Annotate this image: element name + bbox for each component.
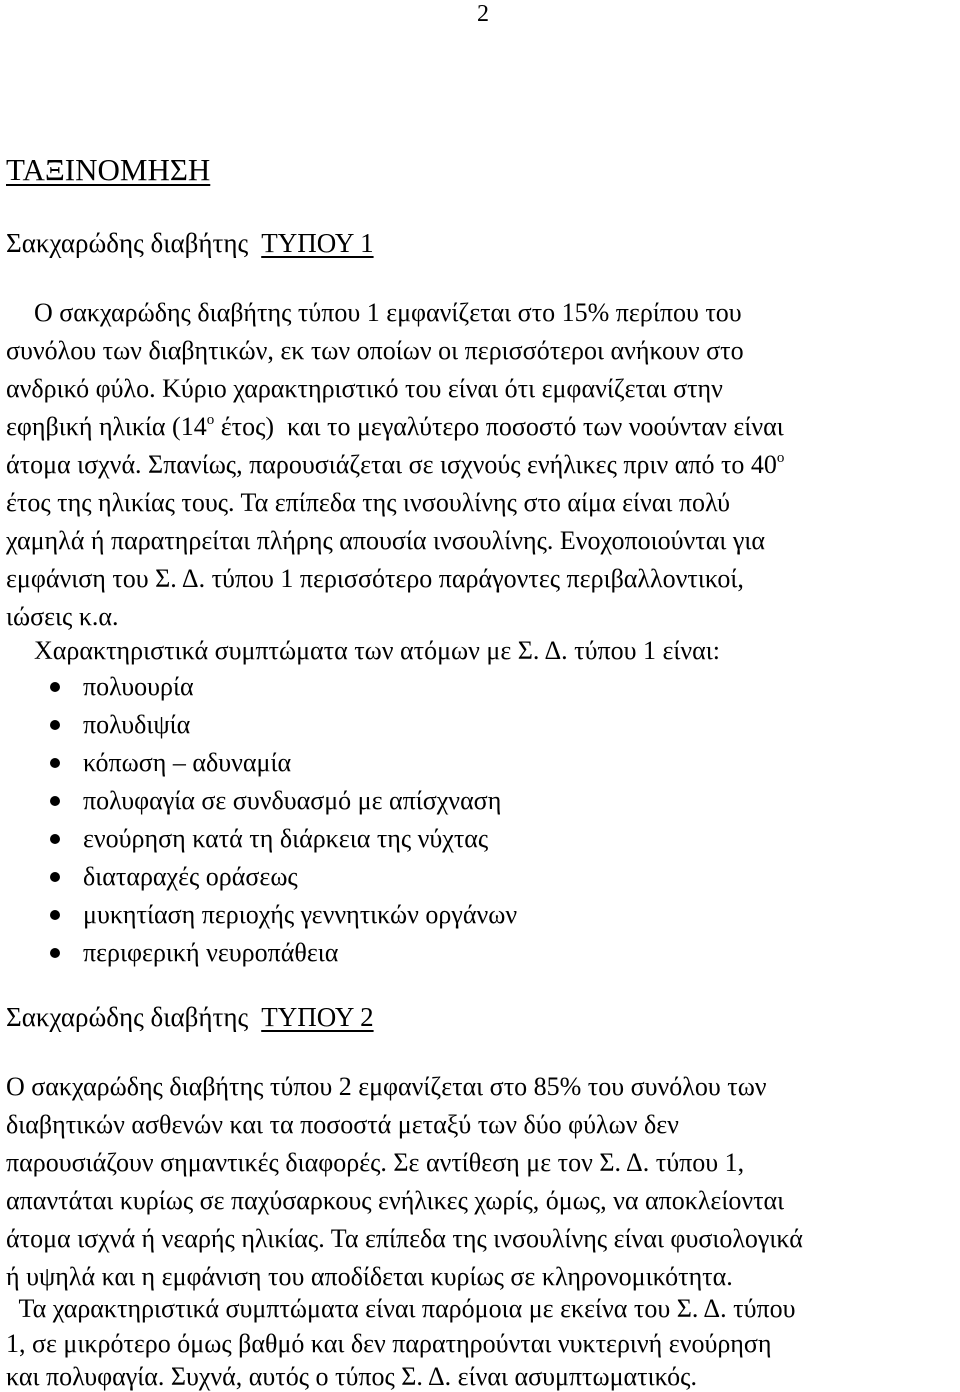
paragraph-line: παρουσιάζουν σημαντικές διαφορές. Σε αντίθεση με τον Σ. Δ. τύπου 1, (6, 1148, 745, 1177)
paragraph-line: Τα χαρακτηριστικά συμπτώματα είναι παρόμοια με εκείνα του Σ. Δ. τύπου (6, 1294, 796, 1323)
bullet-icon (50, 796, 60, 806)
text-span: άτομα ισχνά. Σπανίως, παρουσιάζεται σε ισχνούς ενήλικες πριν από το 40 (6, 450, 777, 479)
symptoms-intro: Χαρακτηριστικά συμπτώματα των ατόμων με Σ. Δ. τύπου 1 είναι: (34, 636, 721, 665)
paragraph-line: ιώσεις κ.α. (6, 602, 119, 631)
paragraph-line (6, 414, 784, 440)
list-item-label: πολυουρία (83, 672, 194, 701)
bullet-icon (50, 758, 60, 768)
text-span: έτος) και το μεγαλύτερο ποσοστό των νοούνταν είναι (214, 412, 784, 441)
paragraph-line: 1, σε μικρότερο όμως βαθμό και δεν παρατηρούνται νυκτερινή ενούρηση (6, 1329, 772, 1358)
paragraph-line: απαντάται κυρίως σε παχύσαρκους ενήλικες χωρίς, όμως, να αποκλείονται (6, 1186, 785, 1215)
text-span: εφηβική ηλικία (14 (6, 412, 207, 441)
list-item-label: μυκητίαση περιοχής γεννητικών οργάνων (83, 900, 518, 929)
bullet-icon (50, 872, 60, 882)
paragraph-line: Ο σακχαρώδης διαβήτης τύπου 2 εμφανίζεται στο 85% του συνόλου των (6, 1072, 767, 1101)
paragraph-line: χαμηλά ή παρατηρείται πλήρης απουσία ινσουλίνης. Ενοχοποιούνται για (6, 526, 765, 555)
paragraph-line: ή υψηλά και η εμφάνιση του αποδίδεται κυρίως σε κληρονομικότητα. (6, 1262, 733, 1291)
paragraph-line: συνόλου των διαβητικών, εκ των οποίων οι περισσότεροι ανήκουν στο (6, 336, 744, 365)
bullet-icon (50, 834, 60, 844)
paragraph-line: Ο σακχαρώδης διαβήτης τύπου 1 εμφανίζεται στο 15% περίπου του (34, 298, 742, 327)
paragraph-line: έτος της ηλικίας τους. Τα επίπεδα της ινσουλίνης στο αίμα είναι πολύ (6, 488, 731, 517)
heading-type-label: ΤΥΠΟΥ 2 (261, 1002, 374, 1032)
paragraph-line: εμφάνιση του Σ. Δ. τύπου 1 περισσότερο παράγοντες περιβαλλοντικοί, (6, 564, 744, 593)
bullet-icon (50, 948, 60, 958)
superscript: ο (206, 412, 215, 428)
heading-prefix: Σακχαρώδης διαβήτης (6, 228, 262, 258)
superscript: ο (776, 450, 785, 466)
page-number: 2 (477, 1, 489, 27)
heading-type-label: ΤΥΠΟΥ 1 (261, 228, 374, 258)
bullet-icon (50, 910, 60, 920)
paragraph-line: διαβητικών ασθενών και τα ποσοστά μεταξύ των δύο φύλων δεν (6, 1110, 679, 1139)
list-item-label: διαταραχές οράσεως (83, 862, 298, 891)
list-item-label: κόπωση – αδυναμία (83, 748, 292, 777)
list-item-label: πολυφαγία σε συνδυασμό με απίσχναση (83, 786, 502, 815)
list-item-label: πολυδιψία (83, 710, 191, 739)
bullet-icon (50, 720, 60, 730)
paragraph-line (6, 452, 784, 478)
paragraph-line: ανδρικό φύλο. Κύριο χαρακτηριστικό του είναι ότι εμφανίζεται στην (6, 374, 723, 403)
document-title: ΤΑΞΙΝΟΜΗΣΗ (6, 152, 211, 187)
list-item-label: περιφερική νευροπάθεια (83, 938, 339, 967)
section-heading-type2 (6, 1004, 374, 1031)
list-item-label: ενούρηση κατά τη διάρκεια της νύχτας (83, 824, 489, 853)
paragraph-line: και πολυφαγία. Συχνά, αυτός ο τύπος Σ. Δ. είναι ασυμπτωματικός. (6, 1362, 697, 1391)
section-heading-type1 (6, 230, 374, 257)
paragraph-line: άτομα ισχνά ή νεαρής ηλικίας. Τα επίπεδα της ινσουλίνης είναι φυσιολογικά (6, 1224, 803, 1253)
bullet-icon (50, 682, 60, 692)
heading-prefix: Σακχαρώδης διαβήτης (6, 1002, 262, 1032)
